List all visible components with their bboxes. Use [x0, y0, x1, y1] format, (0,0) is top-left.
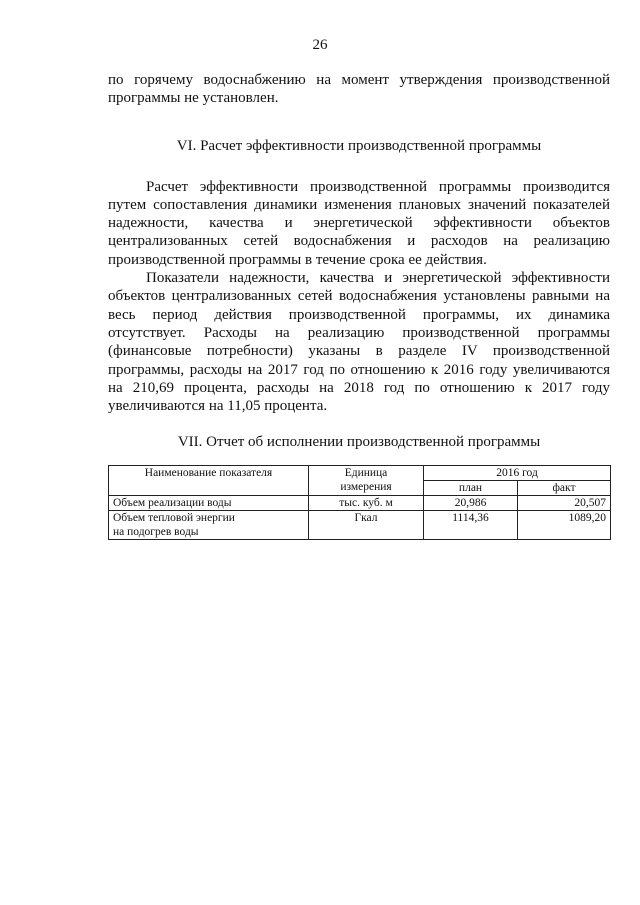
section-6-title: VI. Расчет эффективности производственной программы [176, 137, 542, 154]
page-number: 26 [312, 37, 328, 53]
header-indicator: Наименование показателя [109, 466, 309, 496]
row-indicator: Объем реализации воды [109, 496, 309, 511]
document-body [108, 71, 610, 540]
row-indicator [109, 511, 309, 540]
row-unit: Гкал [309, 511, 424, 540]
header-unit-line2: измерения [340, 481, 392, 494]
header-fact: факт [518, 481, 611, 496]
intro-paragraph: по горячему водоснабжению на момент утверждения производственной программы не установлен. [108, 72, 610, 107]
table-header-row [109, 466, 611, 481]
section-7-title: VII. Отчет об исполнении производственной программы [177, 434, 541, 451]
section-6-paragraph-2: Показатели надежности, качества и энергетической эффективности объектов централизованных сетей водоснабжения установлены равными на весь период действия производственной программы, их динамика отсутствует. Расходы на реализацию производственной программы (финансовые потребности) указаны в разделе IV производственной программы, расходы на 2017 год по отношению к 2016 году увеличиваются на 210,69 процента, расходы на 2018 год по отношению к 2017 году увеличиваются на 11,05 процента. [108, 270, 610, 415]
row-indicator-line1: Объем тепловой энергии [113, 512, 235, 525]
header-plan: план [424, 481, 518, 496]
row-indicator-line2: на подогрев воды [113, 526, 199, 539]
header-year: 2016 год [424, 466, 611, 481]
section-6-paragraph-1: Расчет эффективности производственной программы производится путем сопоставления динамики изменения плановых значений показателей надежности, качества и энергетической эффективности объектов централизованных сетей водоснабжения и расходов на реализацию производственной программы в течение срока ее действия. [108, 178, 610, 268]
execution-report-table [108, 465, 611, 540]
row-plan: 1114,36 [424, 511, 518, 540]
table-row [109, 496, 611, 511]
row-unit: тыс. куб. м [309, 496, 424, 511]
row-plan: 20,986 [424, 496, 518, 511]
row-fact: 1089,20 [518, 511, 611, 540]
header-unit-line1: Единица [344, 467, 388, 480]
table-row [109, 511, 611, 540]
row-fact: 20,507 [518, 496, 611, 511]
header-unit [309, 466, 424, 496]
